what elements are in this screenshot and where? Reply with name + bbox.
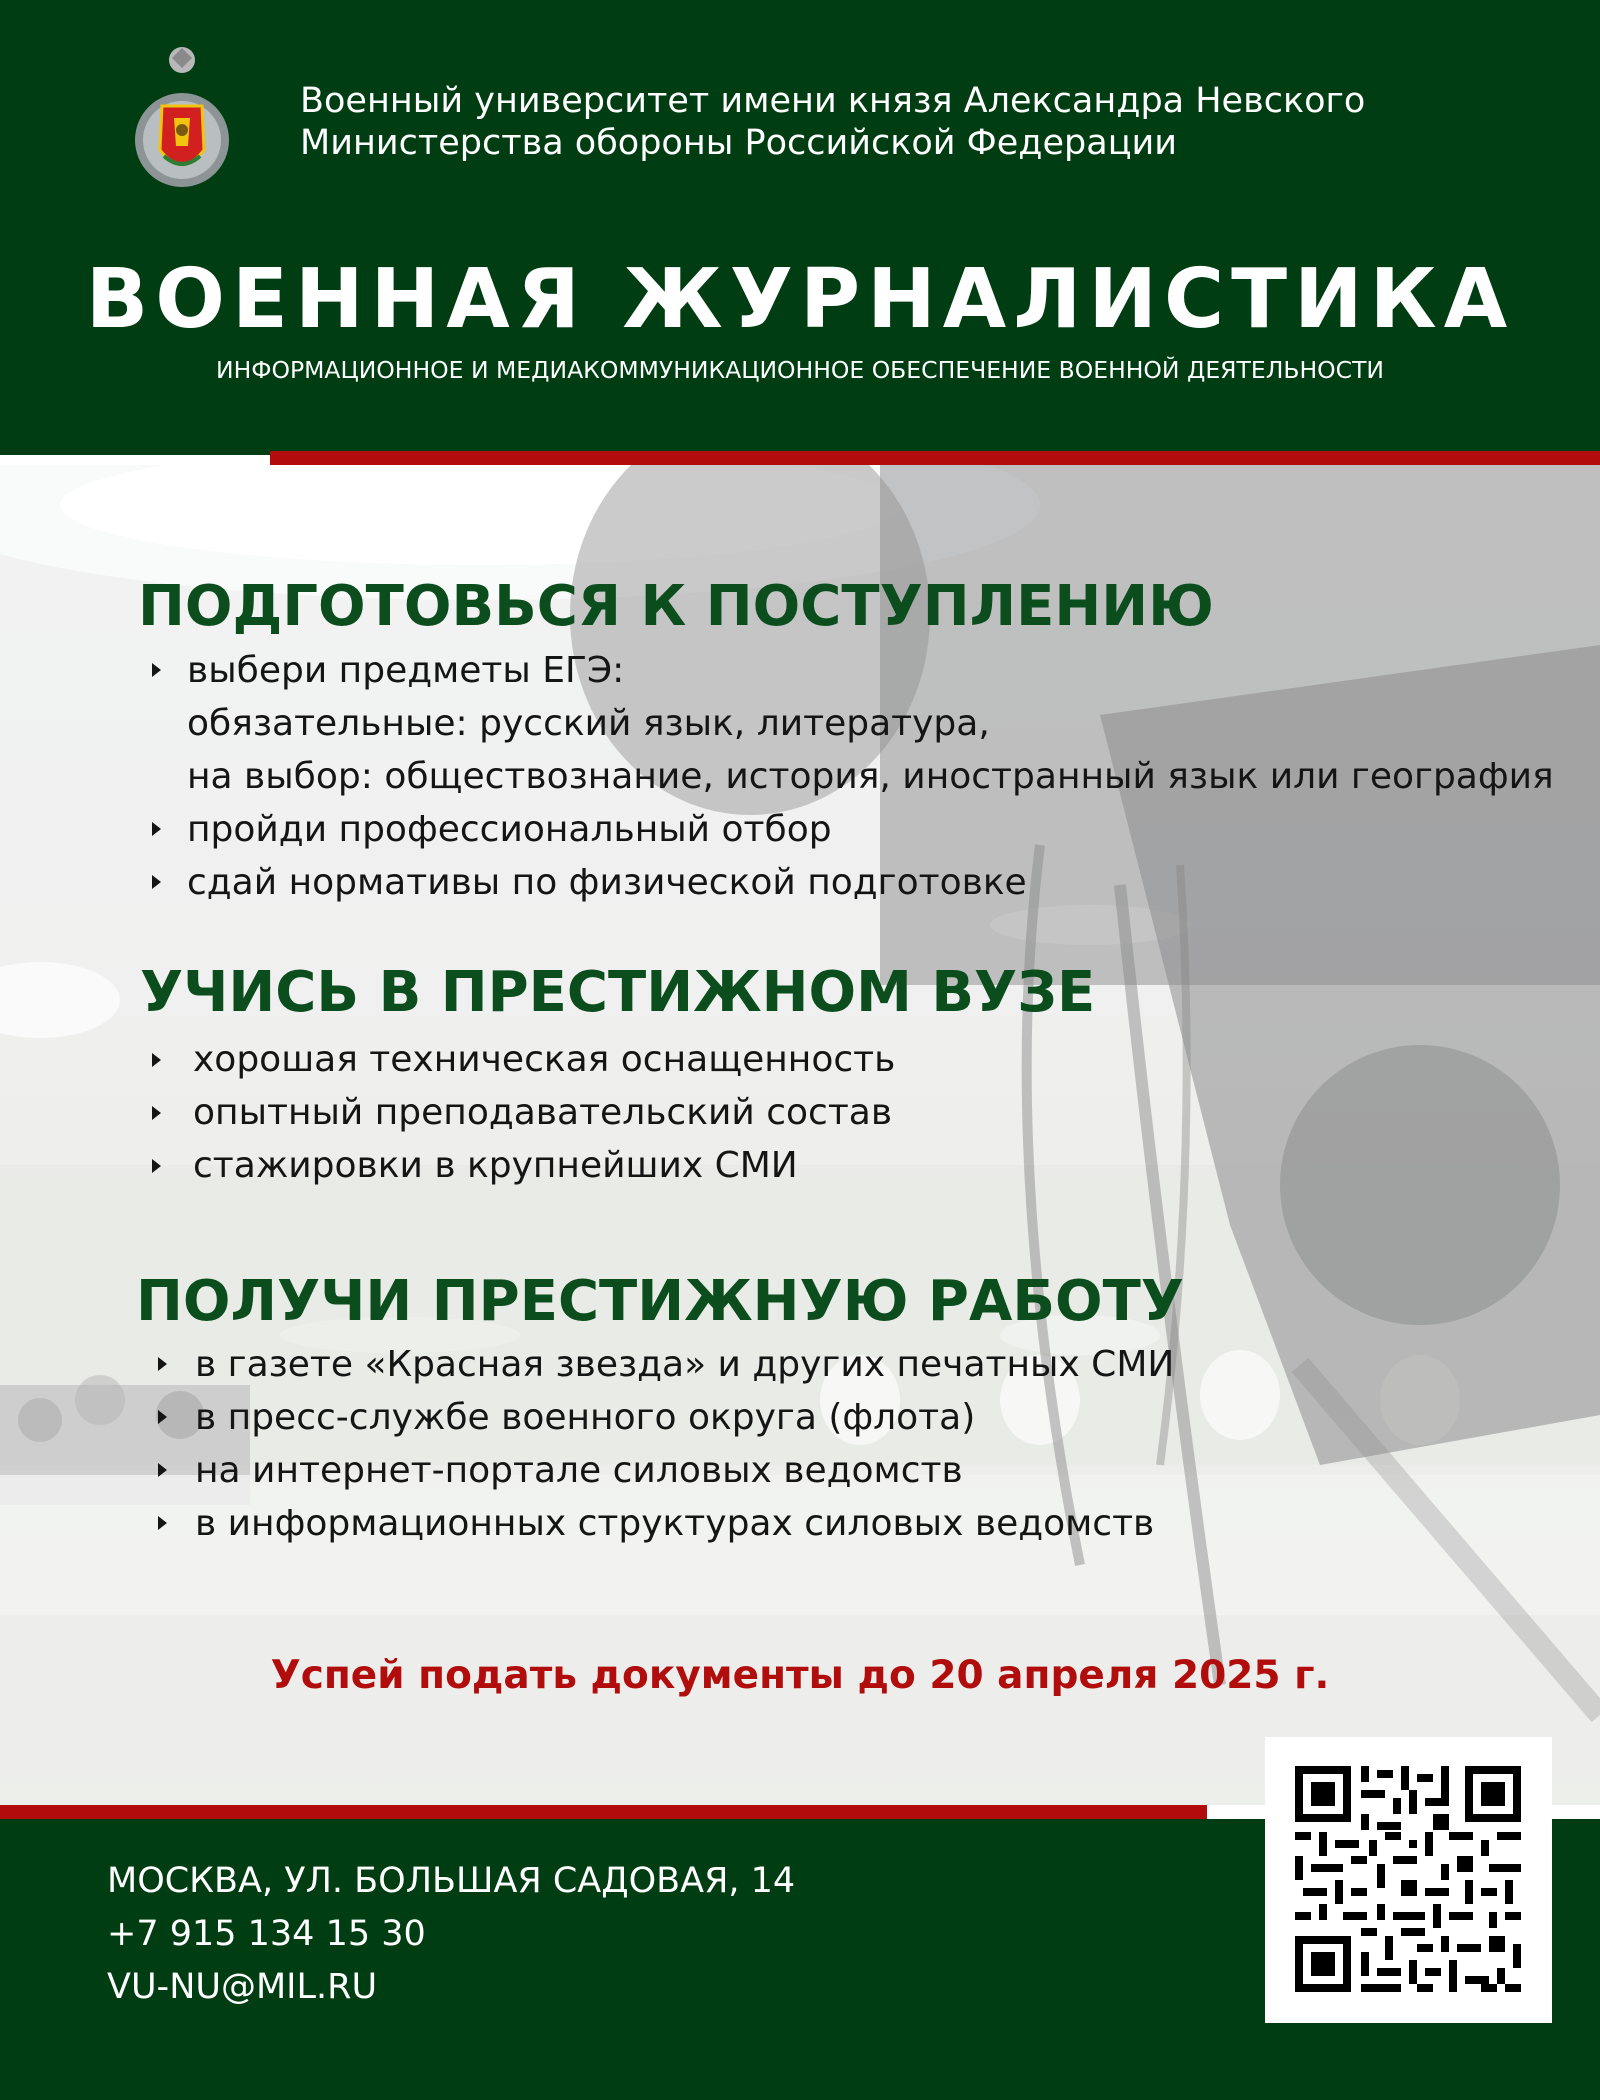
list-item: сдай нормативы по физической подготовке [187,862,1027,903]
list-item: опытный преподавательский состав [193,1092,893,1133]
university-name-line1: Военный университет имени князя Александра Невского [300,81,1366,121]
qr-code-panel [1265,1737,1552,2023]
triangle-bullet-icon [158,1357,167,1371]
triangle-bullet-icon [158,1410,167,1424]
list-item: выбери предметы ЕГЭ: [187,650,625,691]
triangle-bullet-icon [158,1516,167,1530]
page-subtitle: ИНФОРМАЦИОННОЕ И МЕДИАКОММУНИКАЦИОННОЕ ОБЕСПЕЧЕНИЕ ВОЕННОЙ ДЕЯТЕЛЬНОСТИ [215,356,1385,384]
section-title-career: ПОЛУЧИ ПРЕСТИЖНУЮ РАБОТУ [136,1269,1184,1334]
list-item: хорошая техническая оснащенность [193,1039,896,1080]
triangle-bullet-icon [152,663,161,677]
phone-number: +7 915 134 15 30 [107,1914,426,1954]
address: МОСКВА, УЛ. БОЛЬШАЯ САДОВАЯ, 14 [107,1861,796,1901]
triangle-bullet-icon [152,822,161,836]
list-item: на интернет-портале силовых ведомств [195,1450,963,1491]
red-divider-top [270,451,1600,465]
email-address: VU-NU@MIL.RU [107,1967,378,2007]
list-item: в пресс-службе военного округа (флота) [195,1397,976,1438]
list-item: в информационных структурах силовых ведомств [195,1503,1155,1544]
list-item: пройди профессиональный отбор [187,809,832,850]
deadline-notice: Успей подать документы до 20 апреля 2025 г. [270,1653,1330,1698]
triangle-bullet-icon [152,875,161,889]
section-title-prepare: ПОДГОТОВЬСЯ К ПОСТУПЛЕНИЮ [138,574,1214,639]
university-emblem-icon [134,38,230,202]
list-item: в газете «Красная звезда» и других печатных СМИ [195,1344,1175,1385]
triangle-bullet-icon [158,1463,167,1477]
triangle-bullet-icon [152,1159,161,1173]
red-divider-bottom [0,1805,1207,1819]
university-name-line2: Министерства обороны Российской Федерации [300,123,1178,163]
list-item: обязательные: русский язык, литература, [187,703,990,744]
qr-code-icon [1295,1766,1521,1992]
page-title: ВОЕННАЯ ЖУРНАЛИСТИКА [85,252,1515,347]
triangle-bullet-icon [152,1106,161,1120]
triangle-bullet-icon [152,1053,161,1067]
section-title-study: УЧИСЬ В ПРЕСТИЖНОМ ВУЗЕ [140,960,1096,1025]
list-item: на выбор: обществознание, история, иностранный язык или география [187,756,1554,797]
header-banner [0,0,1600,455]
list-item: стажировки в крупнейших СМИ [193,1145,798,1186]
